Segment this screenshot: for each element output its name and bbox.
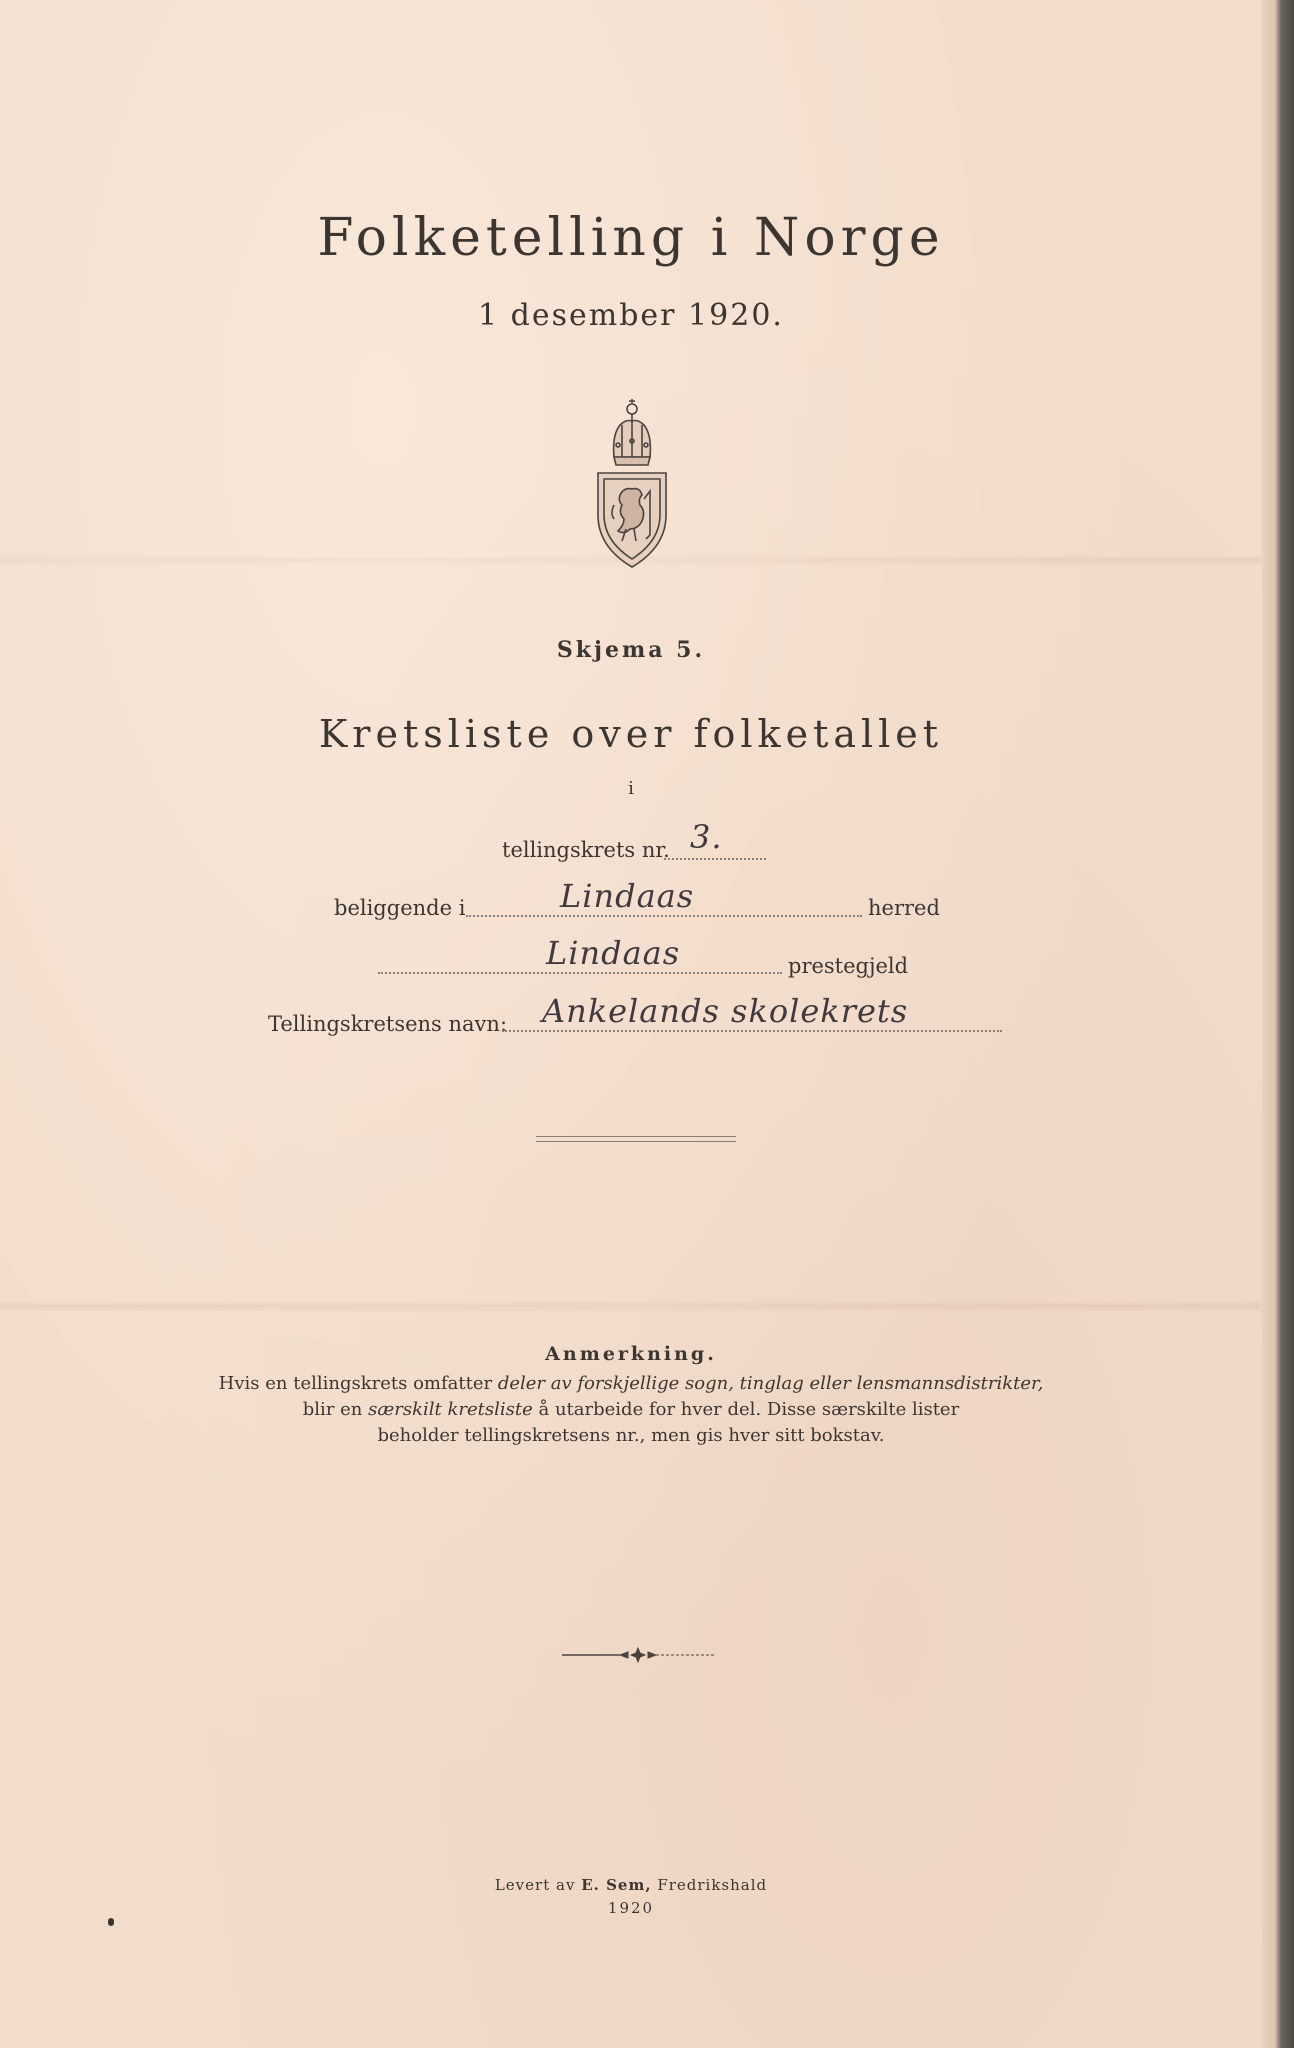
located-value: Lindaas (560, 877, 695, 915)
norwegian-coat-of-arms-icon (584, 395, 680, 570)
printer-year: 1920 (607, 1899, 655, 1917)
circuit-number-label: tellingskrets nr. (502, 838, 670, 862)
located-line (466, 915, 862, 917)
printer-name: E. Sem, (581, 1876, 652, 1894)
page-edge-shadow (1262, 0, 1294, 2048)
circuit-number-line (664, 858, 766, 860)
located-label: beliggende i (334, 896, 466, 920)
circuit-name-label: Tellingskretsens navn: (268, 1012, 508, 1036)
note-emphasis: særskilt kretsliste (368, 1399, 533, 1420)
note-text: å utarbeide for hver del. Disse særskilte lister (532, 1399, 960, 1420)
ornament-divider-icon (560, 1645, 716, 1665)
printer-credit (0, 1876, 1262, 1894)
page-title: Folketelling i Norge (317, 208, 945, 268)
herred-label: herred (868, 896, 940, 920)
schema-number: Skjema 5. (556, 637, 706, 663)
parish-label: prestegjeld (788, 954, 909, 978)
ink-speck (108, 1918, 114, 1926)
preposition-label: i (628, 778, 634, 799)
circuit-name-line (502, 1030, 1002, 1032)
divider (536, 1136, 736, 1137)
printer-text: Levert av (494, 1876, 582, 1894)
divider (536, 1141, 736, 1142)
note-emphasis: deler av forskjellige sogn, tinglag eller lensmannsdistrikter, (497, 1373, 1044, 1394)
circuit-number-value: 3. (690, 818, 723, 856)
note-line-2 (0, 1399, 1262, 1420)
note-line-3: beholder tellingskretsens nr., men gis hver sitt bokstav. (377, 1425, 885, 1446)
note-heading: Anmerkning. (545, 1343, 717, 1365)
parish-line (378, 972, 782, 974)
circuit-name-value: Ankelands skolekrets (542, 992, 909, 1030)
census-date: 1 desember 1920. (478, 298, 784, 333)
note-text: Hvis en tellingskrets omfatter (218, 1373, 498, 1394)
printer-place: Fredrikshald (651, 1876, 768, 1894)
note-line-1 (0, 1373, 1262, 1394)
note-text: blir en (302, 1399, 369, 1420)
parish-value: Lindaas (546, 934, 681, 972)
form-subtitle: Kretsliste over folketallet (318, 712, 944, 756)
